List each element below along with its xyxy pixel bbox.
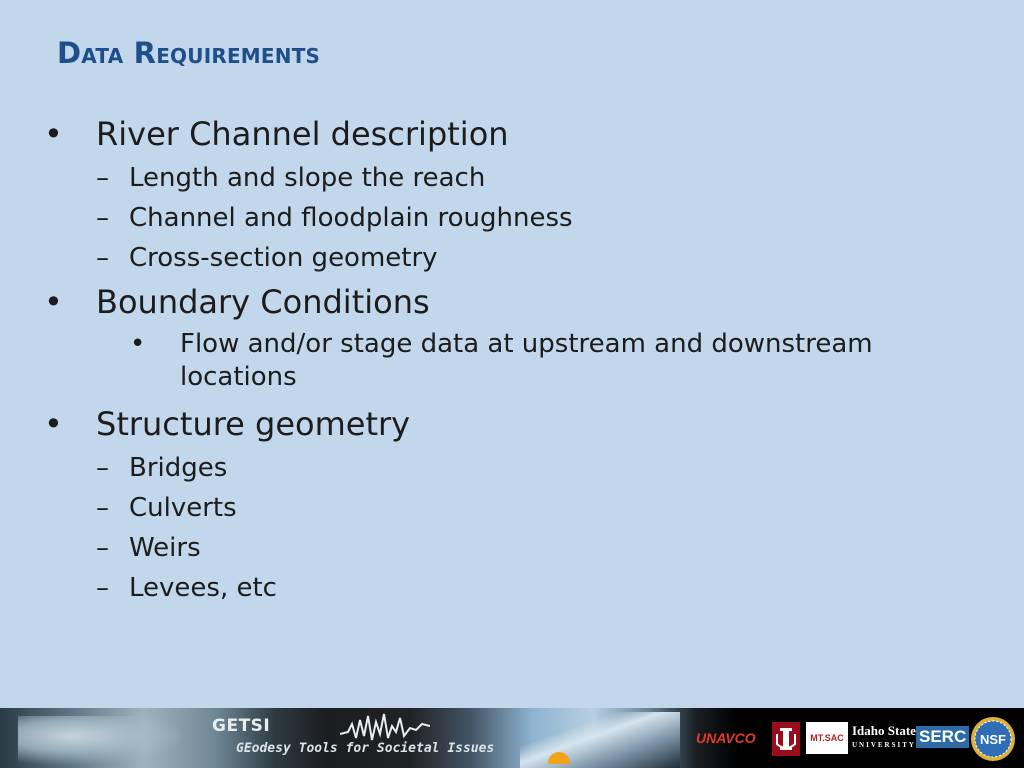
subbullet-text: Culverts (129, 493, 237, 523)
slide-title: Data Requirements (57, 36, 321, 70)
dash-marker: – (96, 493, 109, 523)
nsf-text: NSF (980, 732, 1006, 747)
subbullet-text: Channel and floodplain roughness (129, 203, 573, 233)
dash-marker: – (96, 533, 109, 563)
bullet-structure-geometry (0, 400, 1024, 448)
nsf-logo (970, 716, 1016, 762)
unavco-logo: UNAVCO (696, 730, 756, 746)
subbullet-length-slope (0, 158, 1024, 198)
dash-marker: – (96, 163, 109, 193)
subbullet-text: Levees, etc (129, 573, 277, 603)
isu-sub: UNIVERSITY (852, 741, 916, 749)
mountain-photo (520, 712, 680, 768)
subbullet-levees (0, 568, 1024, 608)
indiana-university-logo (772, 722, 800, 756)
bullet-text: Structure geometry (96, 405, 411, 443)
subbullet-culverts (0, 488, 1024, 528)
footer-banner (0, 708, 1024, 768)
bullet-boundary-conditions (0, 278, 1024, 326)
bullet-marker: • (44, 405, 63, 443)
bullet-list (0, 110, 1024, 608)
subbullet-text: Flow and/or stage data at upstream and downstream locations (180, 329, 873, 392)
bullet-river-channel (0, 110, 1024, 158)
subbullet-text: Cross-section geometry (129, 243, 438, 273)
subbullet-cross-section (0, 238, 1024, 278)
bullet-marker: • (44, 283, 63, 321)
subbullet-flow-stage (0, 328, 940, 394)
subbullet-roughness (0, 198, 1024, 238)
bullet-text: Boundary Conditions (96, 283, 430, 321)
dash-marker: – (96, 243, 109, 273)
bullet-marker: • (130, 329, 146, 359)
dash-marker: – (96, 453, 109, 483)
isu-name: Idaho State (852, 723, 916, 738)
glacier-photo (18, 716, 188, 766)
getsi-title: GETSI (212, 716, 271, 736)
dash-marker: – (96, 203, 109, 233)
subbullet-text: Weirs (129, 533, 201, 563)
mt-sac-logo: MT.SAC (806, 722, 848, 754)
bullet-text: River Channel description (96, 115, 509, 153)
subbullet-text: Length and slope the reach (129, 163, 486, 193)
serc-logo: SERC (916, 726, 969, 748)
dash-marker: – (96, 573, 109, 603)
subbullet-weirs (0, 528, 1024, 568)
bullet-marker: • (44, 115, 63, 153)
idaho-state-logo (852, 724, 916, 752)
getsi-subtitle: GEodesy Tools for Societal Issues (236, 741, 495, 756)
subbullet-bridges (0, 448, 1024, 488)
subbullet-text: Bridges (129, 453, 228, 483)
seismogram-icon (340, 710, 430, 744)
